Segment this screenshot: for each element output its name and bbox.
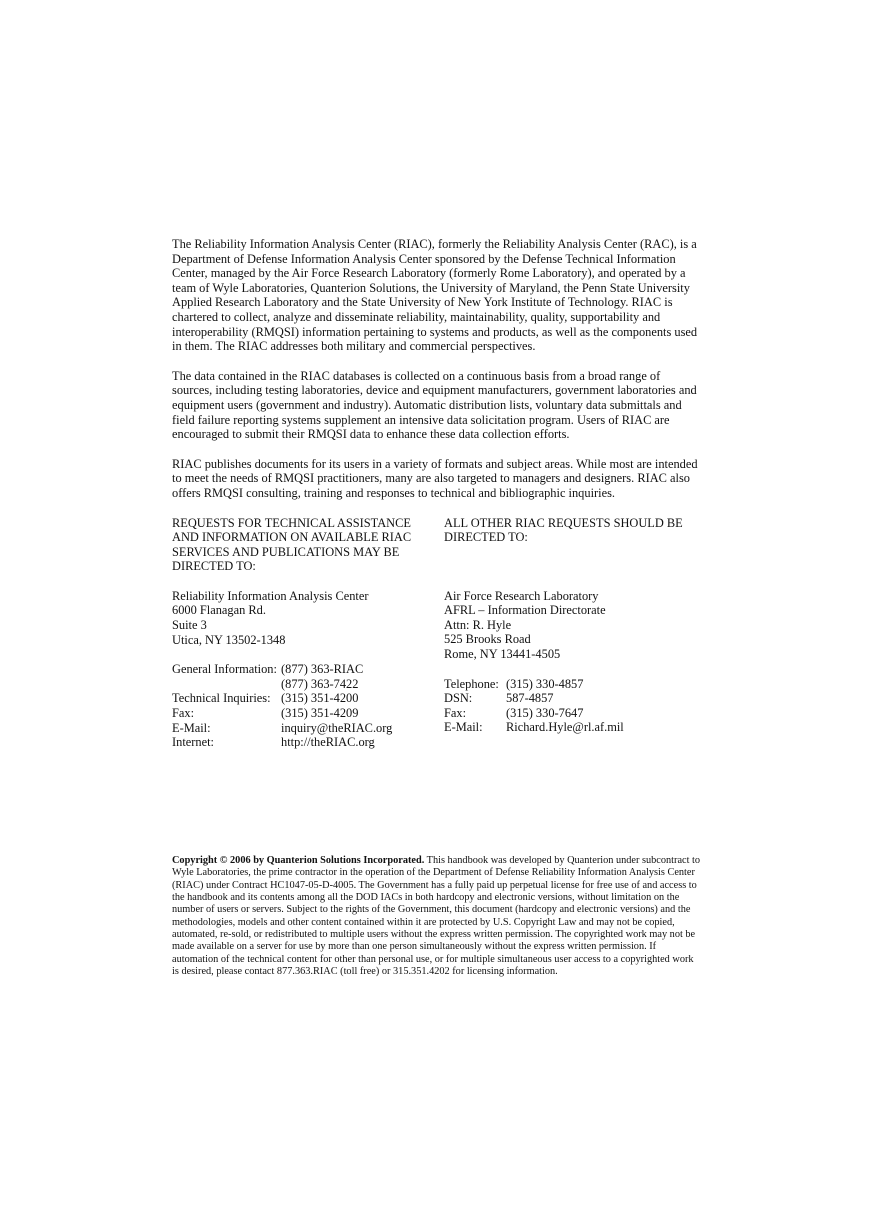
contact-label: DSN: [444, 691, 473, 706]
contact-label [172, 677, 281, 692]
intro-paragraph: The Reliability Information Analysis Center (RIAC), formerly the Reliability Analysis Center (RAC), is a Department of Defense Information Analysis Center sponsored by the Defense Technical Information Center, managed by the Air Force Research Laboratory (formerly Rome Laboratory), and operated by a team of Wyle Laboratories, Quanterion Solutions, the University of Maryland, the Penn State University Applied Research Laboratory and the State University of New York Institute of Technology. RIAC is chartered to collect, analyze and disseminate reliability, maintainability, quality, supportability and interoperability (RMQSI) information pertaining to systems and products, as well as the components used in them. The RIAC addresses both military and commercial perspectives. [172, 237, 698, 354]
contact-row [444, 691, 702, 706]
contact-label: Fax: [172, 706, 195, 721]
contact-label: Internet: [172, 735, 214, 750]
email-link[interactable]: Richard.Hyle@rl.af.mil [506, 720, 624, 735]
copyright-title: Copyright © 2006 by Quanterion Solutions Incorporated. [172, 855, 425, 866]
contact-value: (877) 363-7422 [281, 676, 359, 691]
address-line: Attn: R. Hyle [444, 617, 512, 632]
copyright-text: This handbook was developed by Quanterion under subcontract to Wyle Laboratories, the prime contractor in the operation of the Department of Defense Reliability Information Analysis Center (RIAC) under Contract HC1047-05-D-4005. The Government has a fully paid up perpetual license for free use of and access to the handbook and its contents among all the DOD IACs in both hardcopy and electronic versions, without limitation on the number of users or servers. Subject to the rights of the Government, this document (hardcopy and electronic versions) and the methodologies, models and other content contained within it are protected by U.S. Copyright Law and may not be copied, automated, re-sold, or redistributed to multiple users without the express written permission. The copyrighted work may not be made available on a server for use by more than one person simultaneously without the express written permission. If automation of the technical content for other than personal use, or for multiple simultaneous user access to a copyrighted work is desired, please contact 877.363.RIAC (toll free) or 315.351.4202 for licensing information. [172, 855, 701, 978]
contact-label: E-Mail: [444, 720, 483, 735]
document-body [172, 237, 702, 750]
copyright-notice [172, 855, 702, 978]
email-link[interactable]: inquiry@theRIAC.org [281, 720, 393, 735]
address-line: Suite 3 [172, 618, 207, 633]
contact-row [172, 691, 434, 706]
riac-contact-column [172, 516, 434, 750]
contact-row [172, 706, 434, 721]
address-line: Utica, NY 13502-1348 [172, 632, 286, 647]
riac-address [172, 589, 434, 647]
afrl-address [444, 589, 702, 662]
contact-value: 587-4857 [506, 691, 554, 706]
address-line: Rome, NY 13441-4505 [444, 647, 561, 662]
riac-contact-heading: REQUESTS FOR TECHNICAL ASSISTANCE AND INFORMATION ON AVAILABLE RIAC SERVICES AND PUBLICATIONS MAY BE DIRECTED TO: [172, 515, 412, 574]
address-line: 525 Brooks Road [444, 632, 531, 647]
contact-label: Technical Inquiries: [172, 691, 271, 706]
address-line: Reliability Information Analysis Center [172, 588, 369, 603]
contact-label: General Information: [172, 662, 277, 677]
contact-label: Telephone: [444, 676, 499, 691]
address-line: 6000 Flanagan Rd. [172, 603, 266, 618]
publications-paragraph: RIAC publishes documents for its users in a variety of formats and subject areas. While most are intended to meet the needs of RMQSI practitioners, many are also targeted to managers and designers. RIAC also offers RMQSI consulting, training and responses to technical and bibliographic inquiries. [172, 456, 698, 500]
contact-row [444, 706, 702, 721]
contact-value: (877) 363-RIAC [281, 662, 364, 677]
afrl-contact-column [444, 516, 702, 750]
data-collection-paragraph: The data contained in the RIAC databases is collected on a continuous basis from a broad range of sources, including testing laboratories, device and equipment manufacturers, government laboratories and equipment users (government and industry). Automatic distribution lists, voluntary data submittals and field failure reporting systems supplement an intensive data solicitation program. Users of RIAC are encouraged to submit their RMQSI data to enhance these data collection efforts. [172, 368, 697, 442]
contact-label: E-Mail: [172, 720, 211, 735]
contact-row [444, 720, 702, 735]
contact-value: (315) 351-4200 [281, 691, 359, 706]
contact-value: (315) 330-4857 [506, 676, 584, 691]
contact-row [172, 721, 434, 736]
afrl-contact-heading: ALL OTHER RIAC REQUESTS SHOULD BE DIRECTED TO: [444, 515, 683, 545]
address-line: Air Force Research Laboratory [444, 588, 599, 603]
contact-row [172, 662, 434, 677]
contact-row [172, 735, 434, 750]
contact-row [444, 677, 702, 692]
address-line: AFRL – Information Directorate [444, 603, 606, 618]
contact-row [172, 677, 434, 692]
afrl-contact-list [444, 677, 702, 735]
contact-columns [172, 516, 702, 750]
contact-value: (315) 351-4209 [281, 706, 359, 721]
website-link[interactable]: http://theRIAC.org [281, 735, 375, 750]
contact-value: (315) 330-7647 [506, 705, 584, 720]
contact-label: Fax: [444, 705, 467, 720]
riac-contact-list [172, 662, 434, 750]
